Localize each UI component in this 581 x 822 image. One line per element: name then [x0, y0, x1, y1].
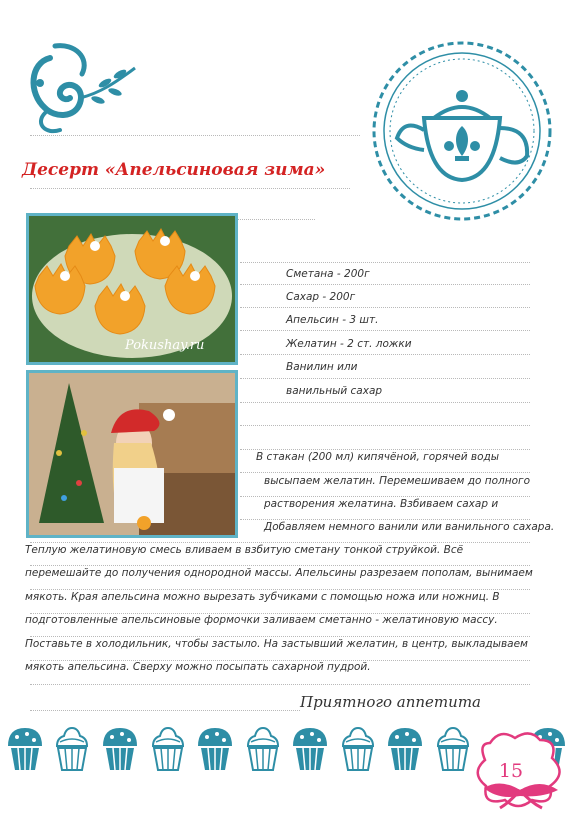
instruction-line: Добавляем немного ванили или ванильного сахара.: [264, 521, 555, 533]
ingredient-item: Ванилин или: [286, 361, 358, 373]
rule-line: [30, 589, 530, 590]
rule-line: [240, 496, 530, 497]
rule-line: [30, 565, 530, 566]
rule-line: [240, 330, 530, 331]
instruction-line: подготовленные апельсиновые формочки заливаем сметанно - желатиновую массу.: [25, 614, 498, 626]
ingredient-item: Желатин - 2 ст. ложки: [286, 338, 412, 350]
photo-watermark: Pokushay.ru: [125, 338, 205, 353]
instruction-line: высыпаем желатин. Перемешиваем до полного: [264, 475, 530, 487]
rule-line: [240, 402, 530, 403]
rule-line: [30, 636, 530, 637]
rule-line: [240, 354, 530, 355]
rule-line: [30, 135, 360, 136]
rule-line: [235, 219, 315, 220]
rule-line: [30, 188, 350, 189]
rule-line: [240, 449, 530, 450]
page-number: 15: [498, 760, 524, 782]
rule-line: [240, 262, 530, 263]
rule-line: [240, 307, 530, 308]
page-title: Десерт «Апельсиновая зима»: [22, 160, 326, 180]
rule-line: [30, 710, 300, 711]
instruction-line: В стакан (200 мл) кипячёной, горячей воды: [256, 451, 500, 463]
rule-line: [240, 284, 530, 285]
rule-line: [240, 519, 530, 520]
closing-text: Приятного аппетита: [300, 693, 481, 711]
dessert-photo: [26, 213, 238, 365]
flourish-ornament-icon: [20, 38, 150, 138]
instruction-line: Поставьте в холодильник, чтобы застыло. На застывший желатин, в центр, выкладываем: [25, 638, 528, 650]
ingredient-item: ванильный сахар: [286, 385, 383, 397]
rule-line: [240, 472, 530, 473]
instruction-line: Теплую желатиновую смесь вливаем в взбитую сметану тонкой струйкой. Всё: [25, 544, 464, 556]
rule-line: [30, 542, 530, 543]
ingredient-item: Апельсин - 3 шт.: [286, 314, 379, 326]
instruction-line: перемешайте до получения однородной массы. Апельсины разрезаем пополам, вынимаем: [25, 567, 533, 579]
rule-line: [240, 378, 530, 379]
rule-line: [30, 684, 530, 685]
rule-line: [240, 425, 530, 426]
instruction-line: растворения желатина. Взбиваем сахар и: [264, 498, 499, 510]
instruction-line: мякоть апельсина. Сверху можно посыпать сахарной пудрой.: [25, 661, 371, 673]
ingredient-item: Сметана - 200г: [286, 268, 370, 280]
ingredient-item: Сахар - 200г: [286, 291, 356, 303]
instruction-line: мякоть. Края апельсина можно вырезать зубчиками с помощью ножа или ножниц. В: [25, 591, 500, 603]
girl-christmas-photo: [26, 370, 238, 538]
teapot-medallion-icon: [369, 38, 555, 224]
